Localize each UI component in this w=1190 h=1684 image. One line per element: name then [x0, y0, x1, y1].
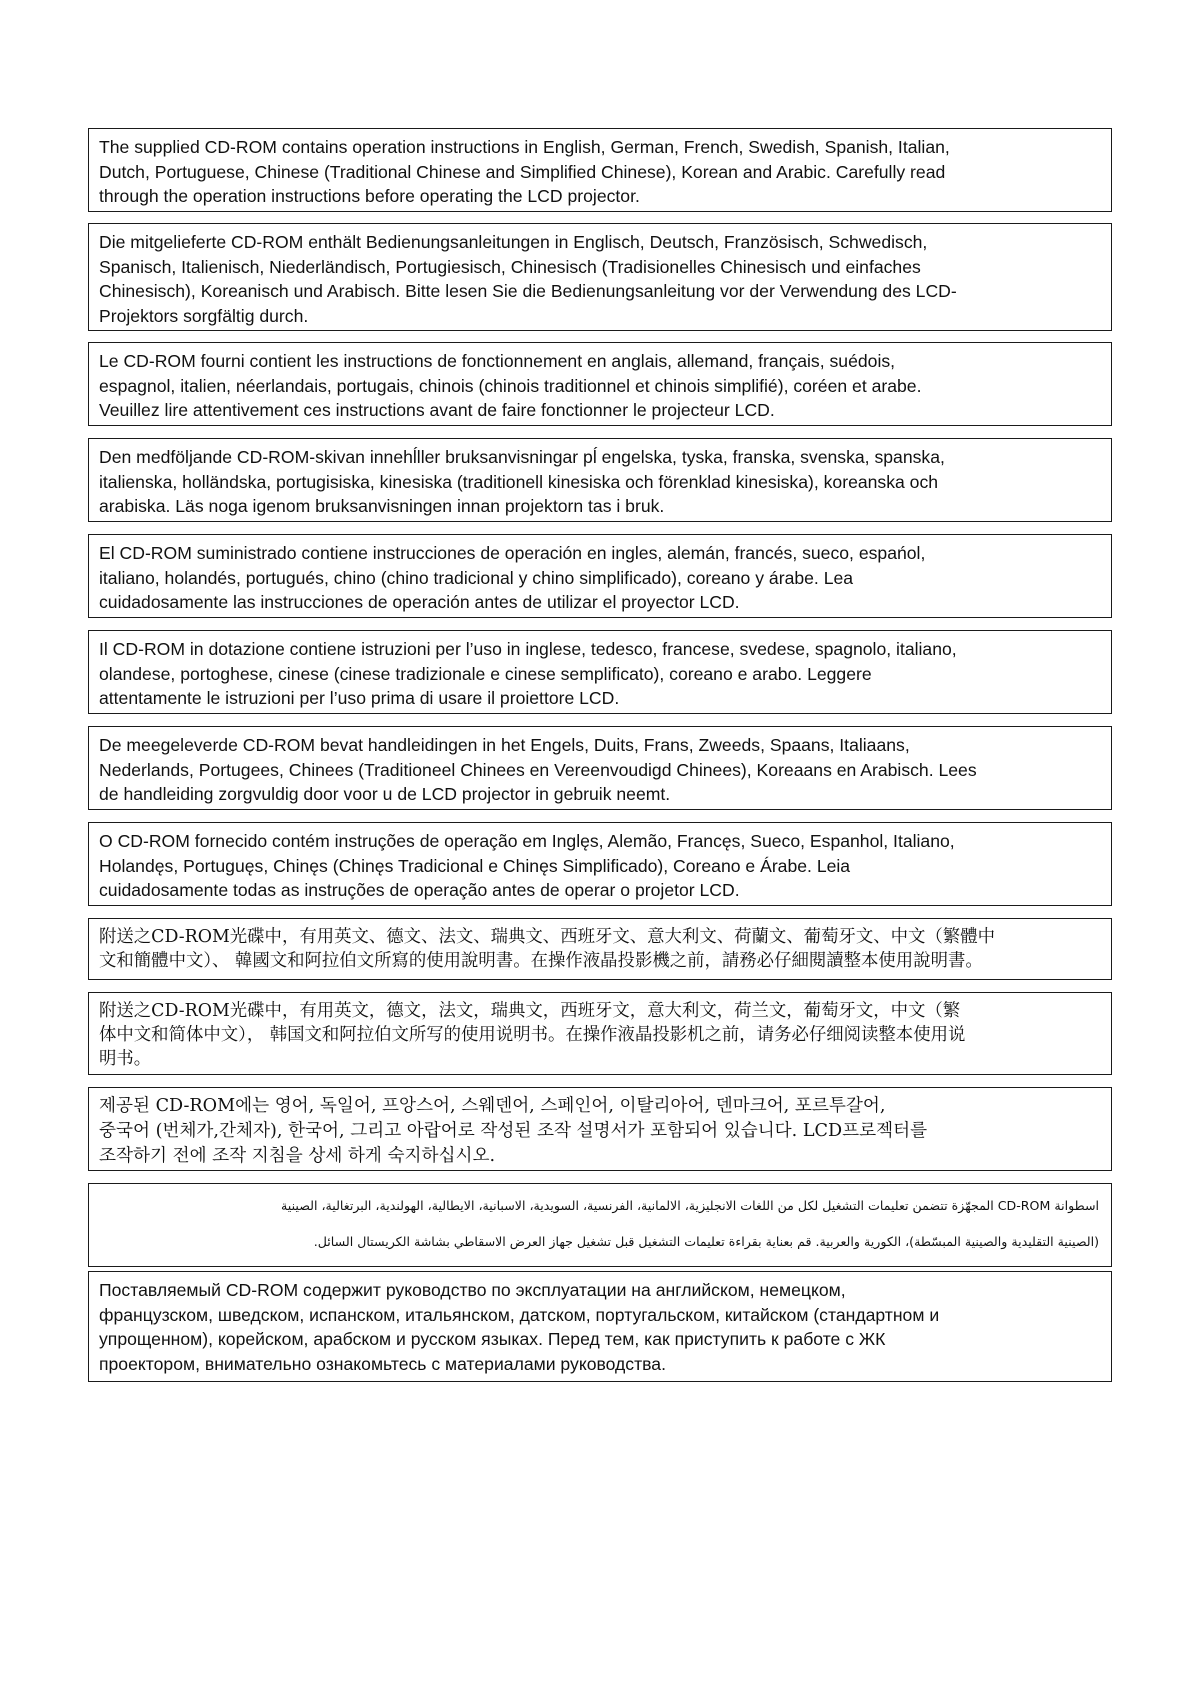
notice-french: Le CD-ROM fourni contient les instructions de fonctionnement en anglais, allemand, français, suédois, espagnol, italien, néerlandais, portugais, chinois (chinois traditionnel et chinois simplifié), coréen et arabe. Veuillez lire attentivement ces instructions avant de faire fonctionner le projecteur LCD. — [88, 342, 1112, 426]
notice-portuguese: O CD-ROM fornecido contém instruções de operação em Inglęs, Alemão, Francęs, Sueco, Espanhol, Italiano, Holandęs, Portuguęs, Chinęs (Chinęs Tradicional e Chinęs Simplificado), Coreano e Árabe. Leia cuidadosamente todas as instruções de operação antes de operar o projetor LCD. — [88, 822, 1112, 906]
notice-swedish: Den medföljande CD-ROM-skivan innehĺller bruksanvisningar pĺ engelska, tyska, franska, svenska, spanska, italienska, holländska, portugisiska, kinesiska (traditionell kinesiska och förenklad kinesiska), koreanska och arabiska. Läs noga igenom bruksanvisningen innan projektorn tas i bruk. — [88, 438, 1112, 522]
notice-russian: Поставляемый CD-ROM содержит руководство по эксплуатации на английском, немецком, французском, шведском, испанском, итальянском, датском, португальском, китайском (стандартном и упрощенном), корейском, арабском и русском языках. Перед тем, как приступить к работе с ЖК проектором, внимательно ознакомьтесь с материалами руководства. — [88, 1271, 1112, 1382]
notice-korean: 제공된 CD-ROM에는 영어, 독일어, 프앙스어, 스웨덴어, 스페인어, 이탈리아어, 덴마크어, 포르투갈어, 중국어 (번체가,간체자), 한국어, 그리고 아랍어로 작성된 조작 설명서가 포함되어 있습니다. LCD프로젝터를 조작하기 전에 조작 지침을 상세 하게 숙지하십시오. — [88, 1087, 1112, 1171]
notice-chinese-simplified: 附送之CD-ROM光碟中，有用英文，德文，法文，瑞典文，西班牙文，意大利文，荷兰文，葡萄牙文，中文（繁 体中文和简体中文）， 韩国文和阿拉伯文所写的使用说明书。在操作液晶投影机之前，请务必仔细阅读整本使用说 明书。 — [88, 992, 1112, 1075]
notice-chinese-traditional: 附送之CD-ROM光碟中，有用英文、德文、法文、瑞典文、西班牙文、意大利文、荷蘭文、葡萄牙文、中文（繁體中 文和簡體中文）、 韓國文和阿拉伯文所寫的使用說明書。在操作液晶投影機之前，請務必仔細閱讀整本使用說明書。 — [88, 918, 1112, 980]
notice-spanish: El CD-ROM suministrado contiene instrucciones de operación en ingles, alemán, francés, sueco, espańol, italiano, holandés, portugués, chino (chino tradicional y chino simplificado), coreano y árabe. Lea cuidadosamente las instrucciones de operación antes de utilizar el proyector LCD. — [88, 534, 1112, 618]
notice-arabic: اسطوانة CD-ROM المجهّزة تتضمن تعليمات التشغيل لكل من اللغات الانجليزية، الالمانية، الفرنسية، السويدية، الاسبانية، الايطالية، الهولندية، البرتغالية، الصينية (الصينية التقليدية والصينية المبسّطة)، الكورية والعربية. قم بعناية بقراءة تعليمات التشغيل قبل تشغيل جهاز العرض الاسقاطي بشاشة الكريستال السائل. — [88, 1183, 1112, 1267]
notice-dutch: De meegeleverde CD-ROM bevat handleidingen in het Engels, Duits, Frans, Zweeds, Spaans, Italiaans, Nederlands, Portugees, Chinees (Traditioneel Chinees en Vereenvoudigd Chinees), Koreaans en Arabisch. Lees de handleiding zorgvuldig door voor u de LCD projector in gebruik neemt. — [88, 726, 1112, 810]
notice-german: Die mitgelieferte CD-ROM enthält Bedienungsanleitungen in Englisch, Deutsch, Französisch, Schwedisch, Spanisch, Italienisch, Niederländisch, Portugiesisch, Chinesisch (Tradisionelles Chinesisch und einfaches Chinesisch), Koreanisch und Arabisch. Bitte lesen Sie die Bedienungsanleitung vor der Verwendung des LCD- Projektors sorgfältig durch. — [88, 223, 1112, 331]
notice-english: The supplied CD-ROM contains operation instructions in English, German, French, Swedish, Spanish, Italian, Dutch, Portuguese, Chinese (Traditional Chinese and Simplified Chinese), Korean and Arabic. Carefully read through the operation instructions before operating the LCD projector. — [88, 128, 1112, 212]
notice-italian: Il CD-ROM in dotazione contiene istruzioni per l’uso in inglese, tedesco, francese, svedese, spagnolo, italiano, olandese, portoghese, cinese (cinese tradizionale e cinese semplificato), coreano e arabo. Leggere attentamente le istruzioni per l’uso prima di usare il proiettore LCD. — [88, 630, 1112, 714]
